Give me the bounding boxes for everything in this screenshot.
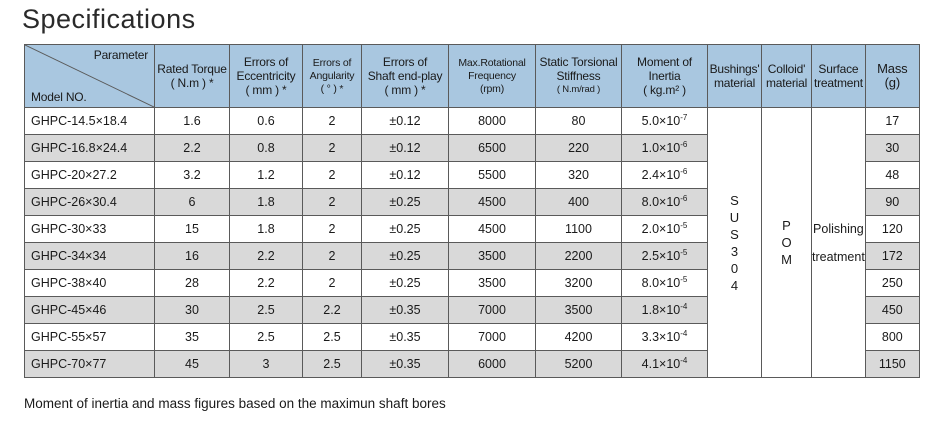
rated-torque-cell: 35 — [155, 324, 230, 351]
colloid-material-char: O — [781, 235, 792, 250]
model-no-label: Model NO. — [31, 90, 87, 104]
inertia-base: 3.3×10 — [641, 330, 681, 344]
rotational-frequency-cell: 4500 — [449, 216, 536, 243]
rated-torque-cell: 16 — [155, 243, 230, 270]
rated-torque-cell: 1.6 — [155, 108, 230, 135]
angularity-cell: 2 — [303, 270, 362, 297]
bushings-material-char: U — [729, 209, 740, 225]
shaft-end-play-cell: ±0.12 — [362, 162, 449, 189]
shaft-end-play-cell: ±0.25 — [362, 270, 449, 297]
bushings-material-cell — [708, 108, 762, 378]
rated-torque-cell: 3.2 — [155, 162, 230, 189]
eccentricity-cell: 1.8 — [230, 189, 303, 216]
angularity-cell: 2 — [303, 135, 362, 162]
bushings-material-char: 3 — [730, 243, 739, 259]
colloid-material-cell — [762, 108, 812, 378]
mass-cell: 48 — [865, 162, 919, 189]
shaft-end-play-cell: ±0.12 — [362, 135, 449, 162]
mass-cell: 30 — [865, 135, 919, 162]
rotational-frequency-cell: 6000 — [449, 351, 536, 378]
eccentricity-cell: 3 — [230, 351, 303, 378]
rated-torque-cell: 30 — [155, 297, 230, 324]
moment-of-inertia-cell — [622, 189, 708, 216]
shaft-end-play-cell: ±0.25 — [362, 189, 449, 216]
moment-of-inertia-cell — [622, 324, 708, 351]
surface-treatment-line1: Polishing — [813, 221, 864, 236]
model-cell: GHPC-38×40 — [25, 270, 155, 297]
mass-cell: 250 — [865, 270, 919, 297]
torsional-stiffness-cell: 5200 — [536, 351, 622, 378]
rotational-frequency-cell: 3500 — [449, 270, 536, 297]
shaft-end-play-cell: ±0.25 — [362, 216, 449, 243]
inertia-base: 1.0×10 — [641, 141, 681, 155]
header-rated-torque: Rated Torque ( N.m ) * — [155, 45, 230, 108]
inertia-base: 8.0×10 — [641, 195, 681, 209]
angularity-cell: 2 — [303, 108, 362, 135]
torsional-stiffness-cell: 3500 — [536, 297, 622, 324]
rotational-frequency-cell: 4500 — [449, 189, 536, 216]
rated-torque-cell: 45 — [155, 351, 230, 378]
angularity-cell: 2 — [303, 162, 362, 189]
rotational-frequency-cell: 8000 — [449, 108, 536, 135]
table-body — [25, 108, 920, 378]
inertia-exponent: -7 — [680, 112, 688, 122]
torsional-stiffness-cell: 220 — [536, 135, 622, 162]
header-bushings-material: Bushings' material — [708, 45, 762, 108]
shaft-end-play-cell: ±0.12 — [362, 108, 449, 135]
moment-of-inertia-cell — [622, 270, 708, 297]
inertia-exponent: -4 — [680, 355, 688, 365]
header-static-torsional-stiffness: Static Torsional Stiffness ( N.m/rad ) — [536, 45, 622, 108]
rated-torque-cell: 6 — [155, 189, 230, 216]
angularity-cell: 2.2 — [303, 297, 362, 324]
eccentricity-cell: 1.2 — [230, 162, 303, 189]
inertia-exponent: -4 — [680, 328, 688, 338]
rotational-frequency-cell: 7000 — [449, 324, 536, 351]
header-mass: Mass (g) — [865, 45, 919, 108]
specifications-table — [24, 44, 920, 378]
eccentricity-cell: 2.5 — [230, 324, 303, 351]
header-colloid-material: Colloid' material — [762, 45, 812, 108]
header-moment-of-inertia: Moment of Inertia ( kg.m² ) — [622, 45, 708, 108]
header-shaft-end-play: Errors of Shaft end-play ( mm ) * — [362, 45, 449, 108]
angularity-cell: 2.5 — [303, 351, 362, 378]
page-title: Specifications — [22, 4, 196, 34]
rotational-frequency-cell: 5500 — [449, 162, 536, 189]
mass-cell: 800 — [865, 324, 919, 351]
eccentricity-cell: 2.2 — [230, 270, 303, 297]
angularity-cell: 2.5 — [303, 324, 362, 351]
inertia-base: 5.0×10 — [641, 114, 681, 128]
inertia-base: 8.0×10 — [641, 276, 681, 290]
rotational-frequency-cell: 7000 — [449, 297, 536, 324]
model-cell: GHPC-70×77 — [25, 351, 155, 378]
moment-of-inertia-cell — [622, 297, 708, 324]
parameter-model-header — [25, 45, 155, 108]
bushings-material-char: 0 — [730, 260, 739, 276]
mass-cell: 1150 — [865, 351, 919, 378]
model-cell: GHPC-45×46 — [25, 297, 155, 324]
header-surface-treatment: Surface treatment — [812, 45, 866, 108]
torsional-stiffness-cell: 400 — [536, 189, 622, 216]
header-eccentricity: Errors of Eccentricity ( mm ) * — [230, 45, 303, 108]
header-row — [25, 45, 920, 108]
inertia-exponent: -6 — [680, 166, 688, 176]
bushings-material-char: S — [730, 192, 739, 208]
model-cell: GHPC-14.5×18.4 — [25, 108, 155, 135]
mass-cell: 90 — [865, 189, 919, 216]
model-cell: GHPC-34×34 — [25, 243, 155, 270]
inertia-exponent: -6 — [680, 193, 688, 203]
torsional-stiffness-cell: 80 — [536, 108, 622, 135]
mass-cell: 17 — [865, 108, 919, 135]
angularity-cell: 2 — [303, 243, 362, 270]
rated-torque-cell: 28 — [155, 270, 230, 297]
parameter-label: Parameter — [93, 48, 148, 62]
shaft-end-play-cell: ±0.35 — [362, 324, 449, 351]
rated-torque-cell: 2.2 — [155, 135, 230, 162]
model-cell: GHPC-30×33 — [25, 216, 155, 243]
inertia-base: 2.5×10 — [641, 249, 681, 263]
moment-of-inertia-cell — [622, 135, 708, 162]
moment-of-inertia-cell — [622, 108, 708, 135]
angularity-cell: 2 — [303, 189, 362, 216]
inertia-exponent: -5 — [680, 274, 688, 284]
inertia-base: 4.1×10 — [641, 357, 681, 371]
model-cell: GHPC-16.8×24.4 — [25, 135, 155, 162]
inertia-exponent: -6 — [680, 139, 688, 149]
header-max-rotational-frequency: Max.Rotational Frequency (rpm) — [449, 45, 536, 108]
torsional-stiffness-cell: 3200 — [536, 270, 622, 297]
moment-of-inertia-cell — [622, 216, 708, 243]
inertia-base: 2.4×10 — [641, 168, 681, 182]
colloid-material-char: M — [781, 252, 792, 267]
model-cell: GHPC-26×30.4 — [25, 189, 155, 216]
inertia-base: 1.8×10 — [641, 303, 681, 317]
inertia-base: 2.0×10 — [641, 222, 681, 236]
eccentricity-cell: 1.8 — [230, 216, 303, 243]
angularity-cell: 2 — [303, 216, 362, 243]
eccentricity-cell: 2.2 — [230, 243, 303, 270]
shaft-end-play-cell: ±0.35 — [362, 351, 449, 378]
bushings-material-char: 4 — [730, 277, 739, 293]
header-angularity: Errors of Angularity ( ° ) * — [303, 45, 362, 108]
surface-treatment-cell — [812, 108, 866, 378]
bushings-material-char: S — [730, 226, 739, 242]
model-cell: GHPC-20×27.2 — [25, 162, 155, 189]
footnote: Moment of inertia and mass figures based on the maximun shaft bores — [24, 396, 446, 411]
torsional-stiffness-cell: 4200 — [536, 324, 622, 351]
moment-of-inertia-cell — [622, 351, 708, 378]
shaft-end-play-cell: ±0.35 — [362, 297, 449, 324]
rotational-frequency-cell: 6500 — [449, 135, 536, 162]
eccentricity-cell: 0.6 — [230, 108, 303, 135]
inertia-exponent: -5 — [680, 247, 688, 257]
mass-cell: 450 — [865, 297, 919, 324]
colloid-material-char: P — [782, 218, 791, 233]
rotational-frequency-cell: 3500 — [449, 243, 536, 270]
torsional-stiffness-cell: 1100 — [536, 216, 622, 243]
torsional-stiffness-cell: 2200 — [536, 243, 622, 270]
eccentricity-cell: 0.8 — [230, 135, 303, 162]
moment-of-inertia-cell — [622, 243, 708, 270]
moment-of-inertia-cell — [622, 162, 708, 189]
mass-cell: 120 — [865, 216, 919, 243]
model-cell: GHPC-55×57 — [25, 324, 155, 351]
eccentricity-cell: 2.5 — [230, 297, 303, 324]
inertia-exponent: -4 — [680, 301, 688, 311]
mass-cell: 172 — [865, 243, 919, 270]
surface-treatment-line2: treatment — [812, 249, 865, 264]
shaft-end-play-cell: ±0.25 — [362, 243, 449, 270]
rated-torque-cell: 15 — [155, 216, 230, 243]
torsional-stiffness-cell: 320 — [536, 162, 622, 189]
table-row — [25, 108, 920, 135]
inertia-exponent: -5 — [680, 220, 688, 230]
